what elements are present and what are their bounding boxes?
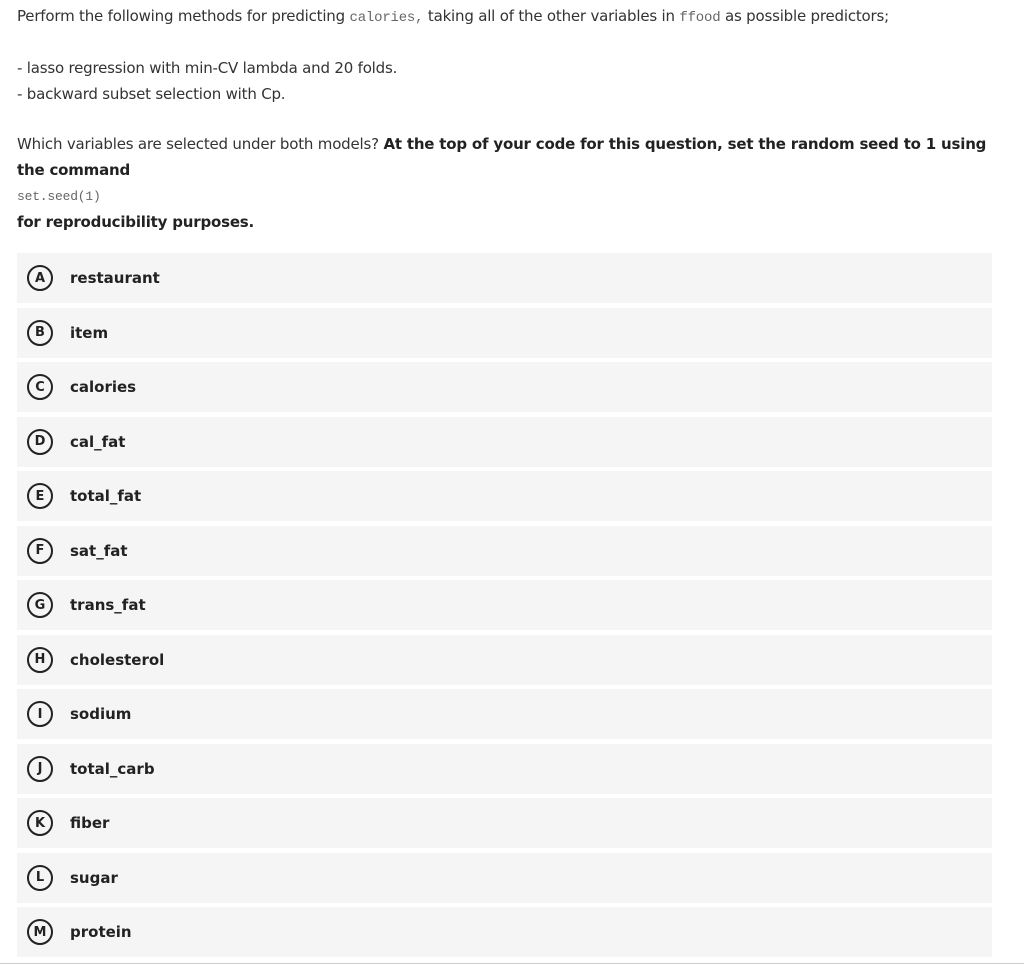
option-label: total_fat (70, 487, 142, 505)
option-f[interactable] (17, 526, 992, 576)
option-letter-badge: D (27, 429, 53, 455)
option-i[interactable] (17, 689, 992, 739)
option-label: calories (70, 378, 137, 396)
option-letter-badge: L (27, 865, 53, 891)
option-label: sugar (70, 868, 118, 887)
divider (0, 963, 1024, 964)
option-letter-badge: K (27, 810, 53, 836)
option-letter-badge: A (27, 265, 53, 291)
option-letter-badge: C (27, 374, 53, 400)
intro-text: as possible predictors; (720, 7, 889, 25)
answer-options (17, 253, 992, 962)
option-label: cal_fat (70, 432, 126, 451)
option-label: fiber (70, 814, 110, 832)
closing-bold: for reproducibility purposes. (17, 213, 255, 231)
intro-text: taking all of the other variables in (423, 7, 680, 25)
option-label: item (70, 323, 109, 342)
option-label: protein (70, 923, 132, 941)
option-letter-badge: I (27, 701, 53, 727)
option-label: trans_fat (70, 596, 146, 614)
ask-text: Which variables are selected under both models? (17, 135, 384, 153)
option-k[interactable] (17, 798, 992, 848)
option-label: total_carb (70, 759, 155, 778)
method-backward: - backward subset selection with Cp. (17, 85, 286, 103)
option-letter-badge: J (27, 756, 53, 782)
code-calories: calories, (349, 10, 424, 26)
option-c[interactable] (17, 362, 992, 412)
option-letter-badge: B (27, 320, 53, 346)
option-b[interactable] (17, 308, 992, 358)
option-letter-badge: F (27, 538, 53, 564)
option-letter-badge: M (27, 919, 53, 945)
option-m[interactable] (17, 907, 992, 957)
option-l[interactable] (17, 853, 992, 903)
option-d[interactable] (17, 417, 992, 467)
closing-text (17, 209, 254, 235)
code-ffood: ffood (679, 10, 721, 26)
option-label: restaurant (70, 269, 160, 287)
option-j[interactable] (17, 744, 992, 794)
option-h[interactable] (17, 635, 992, 685)
option-g[interactable] (17, 580, 992, 630)
option-letter-badge: E (27, 483, 53, 509)
option-e[interactable] (17, 471, 992, 521)
option-letter-badge: H (27, 647, 53, 673)
option-letter-badge: G (27, 592, 53, 618)
code-seed: set.seed(1) (17, 189, 101, 204)
method-lasso: - lasso regression with min-CV lambda and 20 folds. (17, 59, 398, 77)
intro-text: Perform the following methods for predicting (17, 7, 350, 25)
ask-bold-text: At the top of your code for this question, set the random seed to 1 using the command (17, 135, 987, 179)
question-intro (17, 3, 889, 31)
option-label: cholesterol (70, 650, 165, 669)
question-ask (17, 131, 992, 183)
option-label: sat_fat (70, 541, 128, 560)
option-a[interactable] (17, 253, 992, 303)
option-label: sodium (70, 705, 132, 723)
